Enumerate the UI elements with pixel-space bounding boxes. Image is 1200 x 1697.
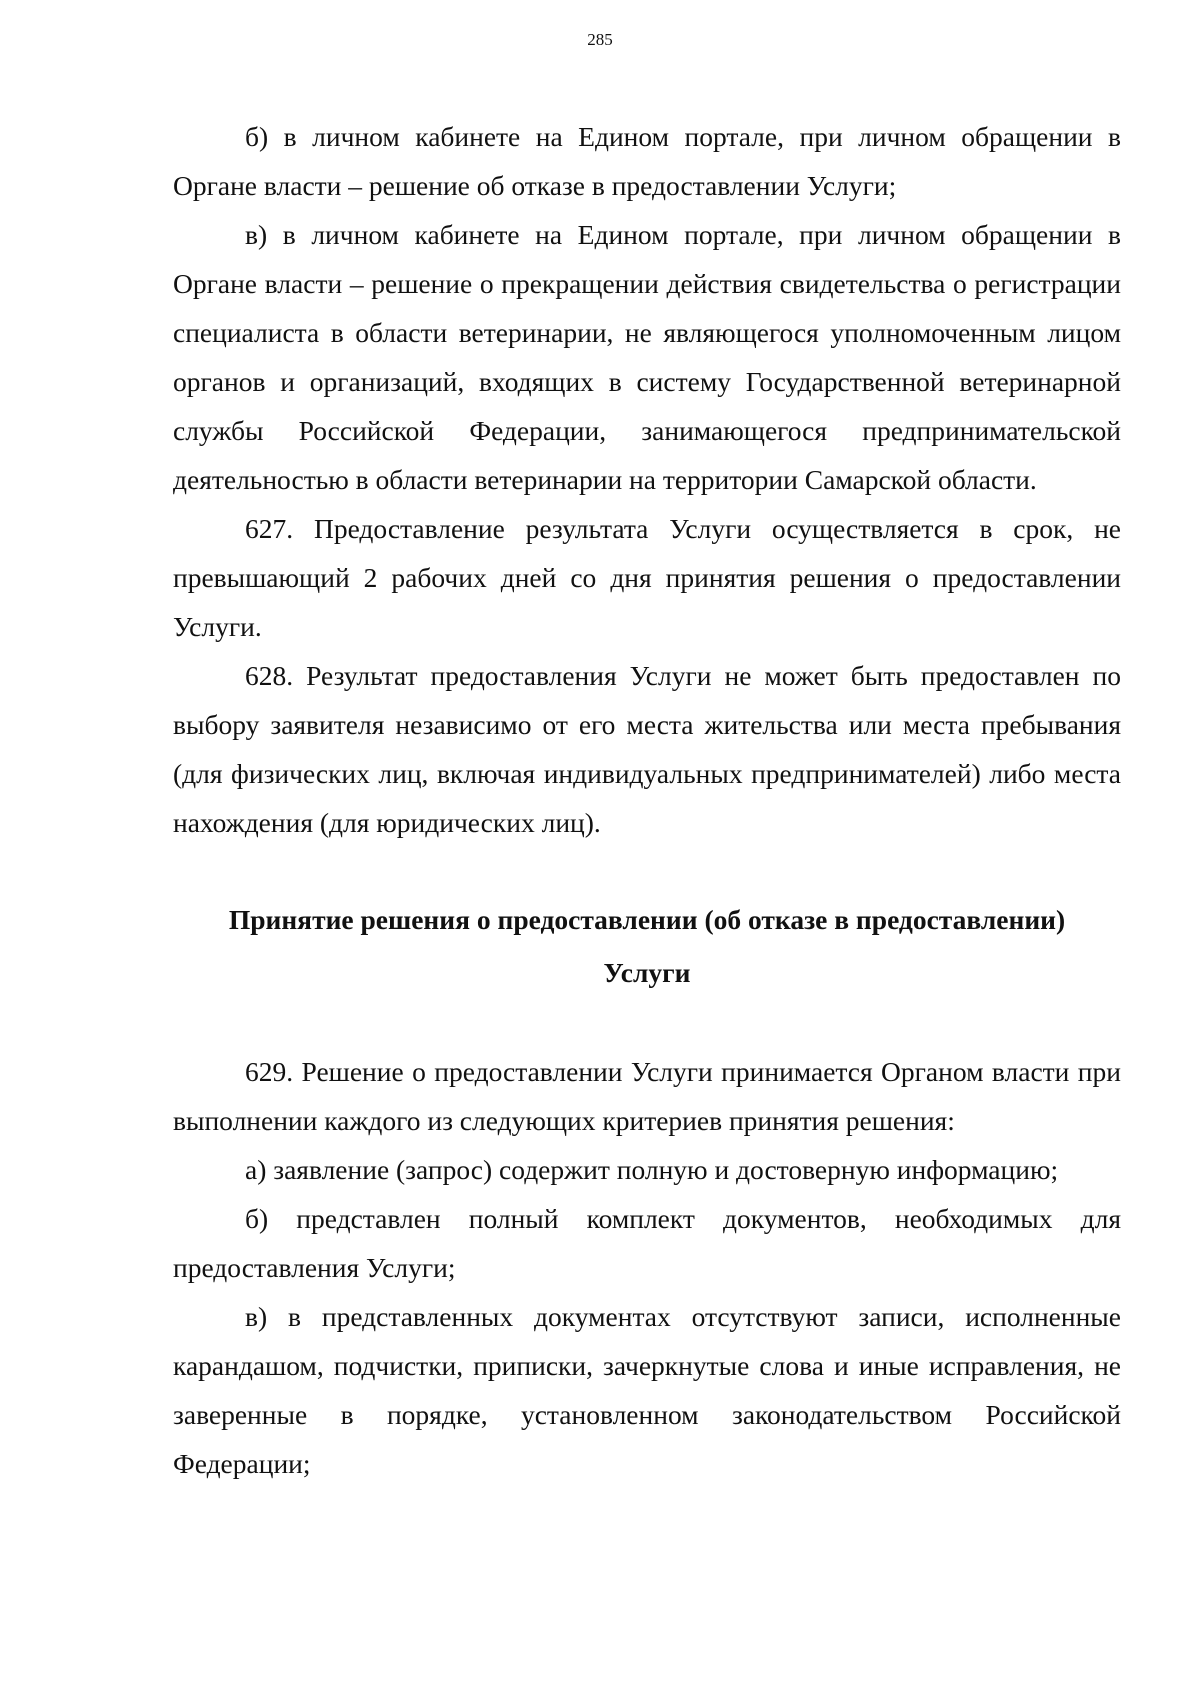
- section-heading-line-2: Услуги: [603, 957, 691, 988]
- paragraph-v-termination: в) в личном кабинете на Едином портале, при личном обращении в Органе власти – решение о прекращении действия свидетельства о регистрации специалиста в области ветеринарии, не являющегося уполномоченным лицом органов и организаций, входящих в систему Государственной ветеринарной службы Российской Федерации, занимающегося предпринимательской деятельностью в области ветеринарии на территории Самарской области.: [173, 219, 1121, 495]
- document-body: [173, 112, 1121, 1488]
- criterion-b: б) представлен полный комплект документов, необходимых для предоставления Услуги;: [173, 1203, 1121, 1283]
- criterion-v: в) в представленных документах отсутствуют записи, исполненные карандашом, подчистки, приписки, зачеркнутые слова и иные исправления, не заверенные в порядке, установленном законодательством Российской Федерации;: [173, 1301, 1121, 1479]
- paragraph-627: 627. Предоставление результата Услуги осуществляется в срок, не превышающий 2 рабочих дней со дня принятия решения о предоставлении Услуги.: [173, 513, 1121, 642]
- page-number: 285: [587, 30, 613, 49]
- section-heading: [173, 893, 1121, 999]
- section-heading-line-1: Принятие решения о предоставлении (об отказе в предоставлении): [228, 904, 1066, 935]
- criterion-a: а) заявление (запрос) содержит полную и достоверную информацию;: [245, 1154, 1059, 1185]
- paragraph-b-refusal: б) в личном кабинете на Едином портале, при личном обращении в Органе власти – решение об отказе в предоставлении Услуги;: [173, 121, 1121, 201]
- paragraph-628: 628. Результат предоставления Услуги не может быть предоставлен по выбору заявителя независимо от его места жительства или места пребывания (для физических лиц, включая индивидуальных предпринимателей) либо места нахождения (для юридических лиц).: [173, 660, 1121, 838]
- paragraph-629: 629. Решение о предоставлении Услуги принимается Органом власти при выполнении каждого из следующих критериев принятия решения:: [173, 1056, 1121, 1136]
